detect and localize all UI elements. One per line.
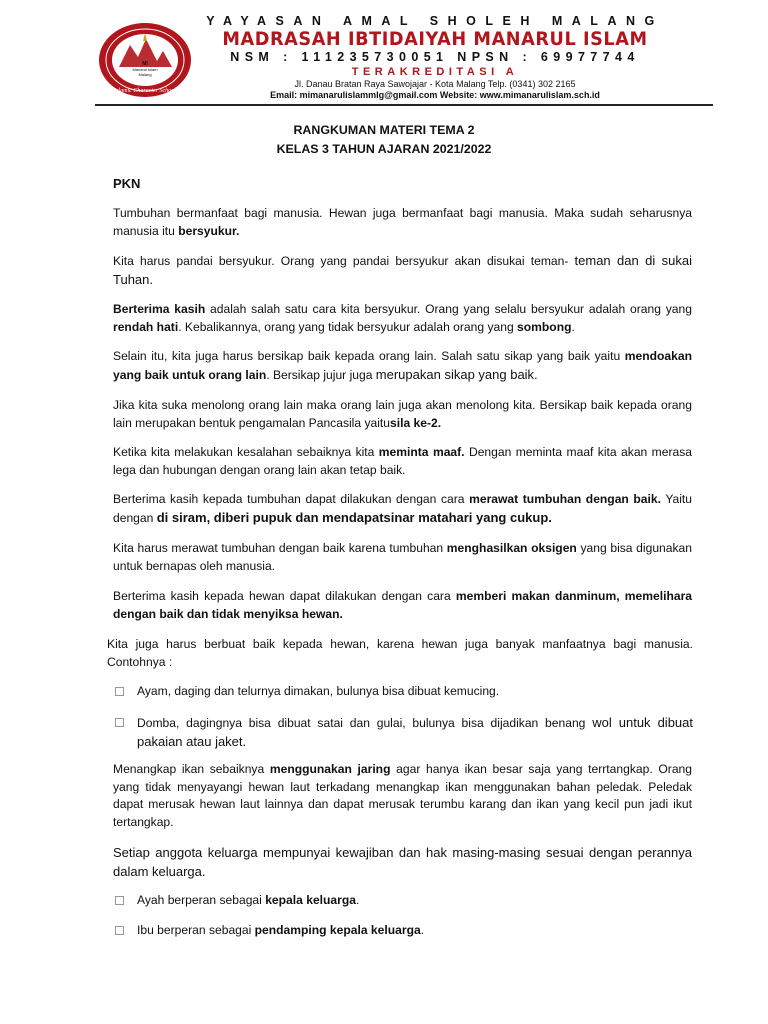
bold-text: rendah hati	[113, 319, 179, 334]
text-run: .	[420, 923, 425, 937]
logo-ring-text: Islamic Character School	[114, 88, 176, 94]
paragraph	[113, 540, 692, 575]
bold-text: sombong	[517, 319, 572, 334]
text-run: .	[355, 893, 360, 907]
bold-text: bersyukur.	[178, 223, 240, 238]
list-item	[113, 714, 693, 751]
list-item	[113, 892, 693, 910]
text-run: Berterima kasih kepada tumbuhan dapat dilakukan dengan cara	[113, 492, 470, 506]
list-item-text	[137, 714, 693, 751]
text-run: Ibu berperan sebagai	[137, 923, 255, 937]
text-run: . Kebalikannya, orang yang tidak bersyukur adalah orang yang	[178, 319, 518, 334]
text-run: .	[571, 319, 575, 334]
logo-line1: MI	[142, 61, 148, 67]
paragraph	[113, 348, 692, 384]
checkbox-bullet-icon	[115, 718, 124, 727]
text-run: Berterima kasih kepada hewan dapat dilakukan dengan cara	[113, 589, 456, 603]
paragraph	[113, 588, 692, 623]
list-item-text	[137, 892, 693, 910]
text-run: Kita harus pandai bersyukur. Orang yang pandai bersyukur akan disukai teman-	[113, 254, 575, 268]
bold-text: meminta maaf.	[378, 445, 465, 459]
school-name: MADRASAH IBTIDAIYAH MANARUL ISLAM	[222, 28, 648, 50]
text-run: . Bersikap jujur juga	[266, 367, 376, 382]
paragraph	[107, 636, 693, 671]
logo-line2: Manarul Islam	[132, 67, 158, 72]
subject-heading: PKN	[113, 176, 141, 191]
letterhead-divider	[95, 104, 713, 106]
paragraph	[113, 205, 692, 240]
text-run: wol untuk dibuat pakaian atau jaket.	[137, 715, 694, 749]
text-run: teman dan di sukai Tuhan.	[113, 253, 692, 287]
bold-text: memberi makan danminum, memelihara dengan baik dan tidak menyiksa hewan.	[113, 589, 692, 621]
text-run: Setiap anggota keluarga mempunyai kewajiban dan hak masing-masing sesuai dengan perannya dalam keluarga.	[113, 845, 692, 879]
bold-text: sila ke-2.	[390, 415, 442, 430]
bold-text: pendamping kepala keluarga	[254, 923, 421, 937]
paragraph	[113, 397, 692, 432]
school-logo-icon	[97, 21, 193, 99]
text-run: merupakan sikap yang baik.	[375, 366, 538, 382]
text-run: agar hanya ikan besar saja yang terrtangkap. Orang yang tidak menyayangi hewan laut terkadang menangkap ikan menggunakan bahan peledak. Peledak dapat merusak hewan laut lainnya dan dapat merusak terumbu karang dan ikan yang kecil pun jadi ikut tertangkap.	[113, 762, 692, 829]
checkbox-bullet-icon	[115, 926, 124, 935]
paragraph	[113, 252, 692, 289]
bold-text: Berterima kasih	[113, 302, 206, 316]
checkbox-bullet-icon	[115, 896, 124, 905]
letterhead	[0, 0, 768, 110]
letterhead-text	[200, 14, 670, 101]
logo-line3: Malang	[138, 72, 152, 77]
document-subtitle: KELAS 3 TAHUN AJARAN 2021/2022	[276, 142, 492, 156]
bold-text: menghasilkan oksigen	[446, 541, 577, 555]
accreditation: TERAKREDITASI A	[351, 66, 519, 78]
text-run: Domba, dagingnya bisa dibuat satai dan gulai, bulunya bisa dijadikan benang	[137, 716, 593, 730]
text-run: adalah salah satu cara kita bersyukur. Orang yang selalu bersyukur adalah orang yang	[205, 302, 692, 316]
school-contact: Email: mimanarulislammlg@gmail.com Website: www.mimanarulislam.sch.id	[270, 90, 600, 100]
checkbox-bullet-icon	[115, 687, 124, 696]
paragraph	[113, 444, 692, 479]
text-run: Tumbuhan bermanfaat bagi manusia. Hewan juga bermanfaat bagi manusia. Maka sudah seharusnya manusia itu	[113, 206, 692, 238]
bold-text: mendoakan yang baik untuk orang lain	[113, 349, 692, 382]
list-item-text	[137, 683, 693, 701]
document-title: RANGKUMAN MATERI TEMA 2	[293, 123, 475, 137]
foundation-name: YAYASAN AMAL SHOLEH MALANG	[206, 14, 664, 28]
bold-text: di siram, diberi pupuk dan mendapatsinar matahari yang cukup.	[156, 509, 552, 525]
text-run: Ayah berperan sebagai	[137, 893, 266, 907]
text-run: Dengan meminta maaf kita akan merasa lega dan hubungan dengan orang lain akan tetap baik.	[113, 445, 693, 477]
list-item-text	[137, 922, 693, 940]
text-run: yang bisa digunakan untuk bernapas oleh manusia.	[113, 541, 692, 573]
bold-text: merawat tumbuhan dengan baik.	[469, 492, 661, 506]
text-run: Jika kita suka menolong orang lain maka orang lain juga akan menolong kita. Bersikap baik kepada orang lain merupakan bentuk pengamalan Pancasila yaitu	[113, 398, 692, 430]
school-address: Jl. Danau Bratan Raya Sawojajar - Kota Malang Telp. (0341) 302 2165	[294, 79, 576, 89]
text-run: Ayam, daging dan telurnya dimakan, bulunya bisa dibuat kemucing.	[137, 684, 500, 698]
text-run: Menangkap ikan sebaiknya	[113, 762, 270, 776]
bold-text: menggunakan jaring	[269, 762, 391, 776]
text-run: Kita harus merawat tumbuhan dengan baik karena tumbuhan	[113, 541, 447, 555]
text-run: Selain itu, kita juga harus bersikap baik kepada orang lain. Salah satu sikap yang baik yaitu	[113, 349, 625, 363]
paragraph	[113, 844, 692, 881]
text-run: Yaitu dengan	[113, 492, 693, 525]
registration-numbers: NSM : 111235730051 NPSN : 69977744	[230, 50, 640, 64]
paragraph	[113, 301, 692, 336]
list-item	[113, 922, 693, 940]
paragraph	[113, 761, 692, 831]
paragraph	[113, 491, 692, 527]
text-run: Kita juga harus berbuat baik kepada hewan, karena hewan juga banyak manfaatnya bagi manusia. Contohnya :	[107, 637, 693, 669]
bold-text: kepala keluarga	[265, 893, 356, 907]
text-run: Ketika kita melakukan kesalahan sebaiknya kita	[113, 445, 379, 459]
list-item	[113, 683, 693, 701]
